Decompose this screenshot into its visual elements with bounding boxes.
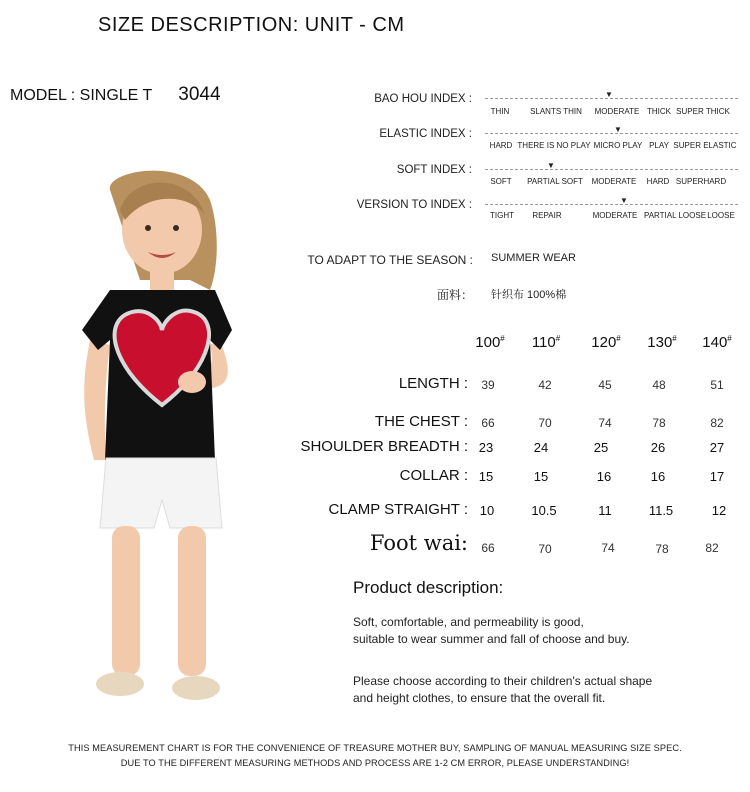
table-cell: 66 xyxy=(481,541,495,555)
index-marker: ▼ xyxy=(614,125,622,134)
description-title: Product description: xyxy=(353,578,504,597)
left-leg xyxy=(112,526,140,676)
size-header: 100# xyxy=(475,334,505,351)
index-option: SLANTS THIN xyxy=(530,107,582,116)
season-label: TO ADAPT TO THE SEASON : xyxy=(307,253,473,267)
index-option: SUPERHARD xyxy=(675,177,727,186)
index-label-bao-hou: BAO HOU INDEX : xyxy=(374,93,472,105)
index-scale-line xyxy=(485,133,738,134)
fabric-label: 面料： xyxy=(436,288,473,302)
index-option: PARTIAL SOFT xyxy=(527,177,583,186)
index-option: TIGHT xyxy=(490,211,514,220)
table-cell: 24 xyxy=(533,440,549,455)
table-cell: 78 xyxy=(652,416,666,430)
fabric-value: 针织布 100%棉 xyxy=(491,289,567,301)
right-shoe xyxy=(172,676,220,700)
index-label-elastic: ELASTIC INDEX : xyxy=(379,128,472,140)
index-marker: ▼ xyxy=(620,196,628,205)
table-cell: 66 xyxy=(481,416,495,430)
table-cell: 15 xyxy=(533,469,549,484)
table-cell: 48 xyxy=(652,378,666,392)
table-cell: 82 xyxy=(705,541,719,555)
size-header: 130# xyxy=(647,334,677,351)
index-option: PARTIAL LOOSE xyxy=(643,211,707,220)
table-cell: 26 xyxy=(650,440,666,455)
row-label-shoulder: SHOULDER BREADTH : xyxy=(300,438,468,455)
index-label-soft: SOFT INDEX : xyxy=(396,164,472,176)
season-value: SUMMER WEAR xyxy=(491,252,576,264)
table-cell: 45 xyxy=(598,378,612,392)
table-cell: 15 xyxy=(478,469,494,484)
table-cell: 23 xyxy=(478,440,494,455)
left-shoe xyxy=(96,672,144,696)
index-option: REPAIR xyxy=(532,211,562,220)
index-scale-line xyxy=(485,169,738,170)
description-line: Soft, comfortable, and permeability is good, xyxy=(353,615,584,629)
table-cell: 74 xyxy=(601,541,615,555)
footer-note-line-1: THIS MEASUREMENT CHART IS FOR THE CONVENIENCE OF TREASURE MOTHER BUY, SAMPLING OF MANUAL MEASURING SIZE SPEC. xyxy=(68,743,682,753)
description-line: and height clothes, to ensure that the overall fit. xyxy=(353,691,606,705)
table-cell: 10.5 xyxy=(531,503,557,518)
model-line xyxy=(10,84,221,106)
description-line: Please choose according to their children's actual shape xyxy=(353,674,653,688)
table-cell: 12 xyxy=(711,503,727,518)
index-option: THERE IS NO PLAY xyxy=(517,141,591,150)
table-cell: 70 xyxy=(538,416,552,430)
index-marker: ▼ xyxy=(547,161,555,170)
table-cell: 11.5 xyxy=(648,503,674,518)
table-cell: 78 xyxy=(655,542,669,556)
index-option: SOFT xyxy=(490,177,512,186)
index-scale-line xyxy=(485,204,738,205)
table-cell: 70 xyxy=(538,542,552,556)
table-cell: 10 xyxy=(479,503,495,518)
row-label-clamp: CLAMP STRAIGHT : xyxy=(328,501,468,518)
index-option: MICRO PLAY xyxy=(593,141,643,150)
index-option: MODERATE xyxy=(594,107,640,116)
index-label-version: VERSION TO INDEX : xyxy=(356,199,472,211)
model-number: 3044 xyxy=(178,84,221,105)
table-cell: 11 xyxy=(598,503,612,518)
table-cell: 82 xyxy=(710,416,724,430)
row-label-foot-wai: Foot wai: xyxy=(369,531,468,555)
index-option: MODERATE xyxy=(591,177,637,186)
row-label-chest: THE CHEST : xyxy=(374,413,468,430)
index-marker: ▼ xyxy=(605,90,613,99)
table-cell: 27 xyxy=(709,440,725,455)
table-cell: 51 xyxy=(710,378,724,392)
table-cell: 16 xyxy=(596,469,612,484)
table-cell: 25 xyxy=(593,440,609,455)
table-cell: 16 xyxy=(650,469,666,484)
page-title: SIZE DESCRIPTION: UNIT - CM xyxy=(98,14,405,36)
index-option: HARD xyxy=(489,141,513,150)
index-option: THICK xyxy=(647,107,671,116)
right-leg xyxy=(178,526,206,676)
index-option: SUPER ELASTIC xyxy=(673,141,737,150)
index-option: MODERATE xyxy=(592,211,638,220)
size-header: 140# xyxy=(702,334,732,351)
row-label-collar: COLLAR : xyxy=(399,467,468,484)
index-option: HARD xyxy=(646,177,670,186)
table-cell: 17 xyxy=(709,469,725,484)
index-option: SUPER THICK xyxy=(676,107,730,116)
size-header: 120# xyxy=(591,334,621,351)
table-cell: 74 xyxy=(598,416,612,430)
footer-note-line-2: DUE TO THE DIFFERENT MEASURING METHODS AND PROCESS ARE 1-2 CM ERROR, PLEASE UNDERSTANDING! xyxy=(120,758,630,768)
product-photo xyxy=(70,160,250,720)
index-option: LOOSE xyxy=(707,211,735,220)
shorts xyxy=(100,458,222,528)
table-cell: 39 xyxy=(481,378,495,392)
table-cell: 42 xyxy=(538,378,552,392)
row-label-length: LENGTH : xyxy=(398,375,468,392)
description-line: suitable to wear summer and fall of choose and buy. xyxy=(353,632,630,646)
model-label: MODEL : SINGLE T xyxy=(10,87,153,104)
size-header: 110# xyxy=(531,334,561,351)
index-option: PLAY xyxy=(649,141,669,150)
index-option: THIN xyxy=(490,107,510,116)
